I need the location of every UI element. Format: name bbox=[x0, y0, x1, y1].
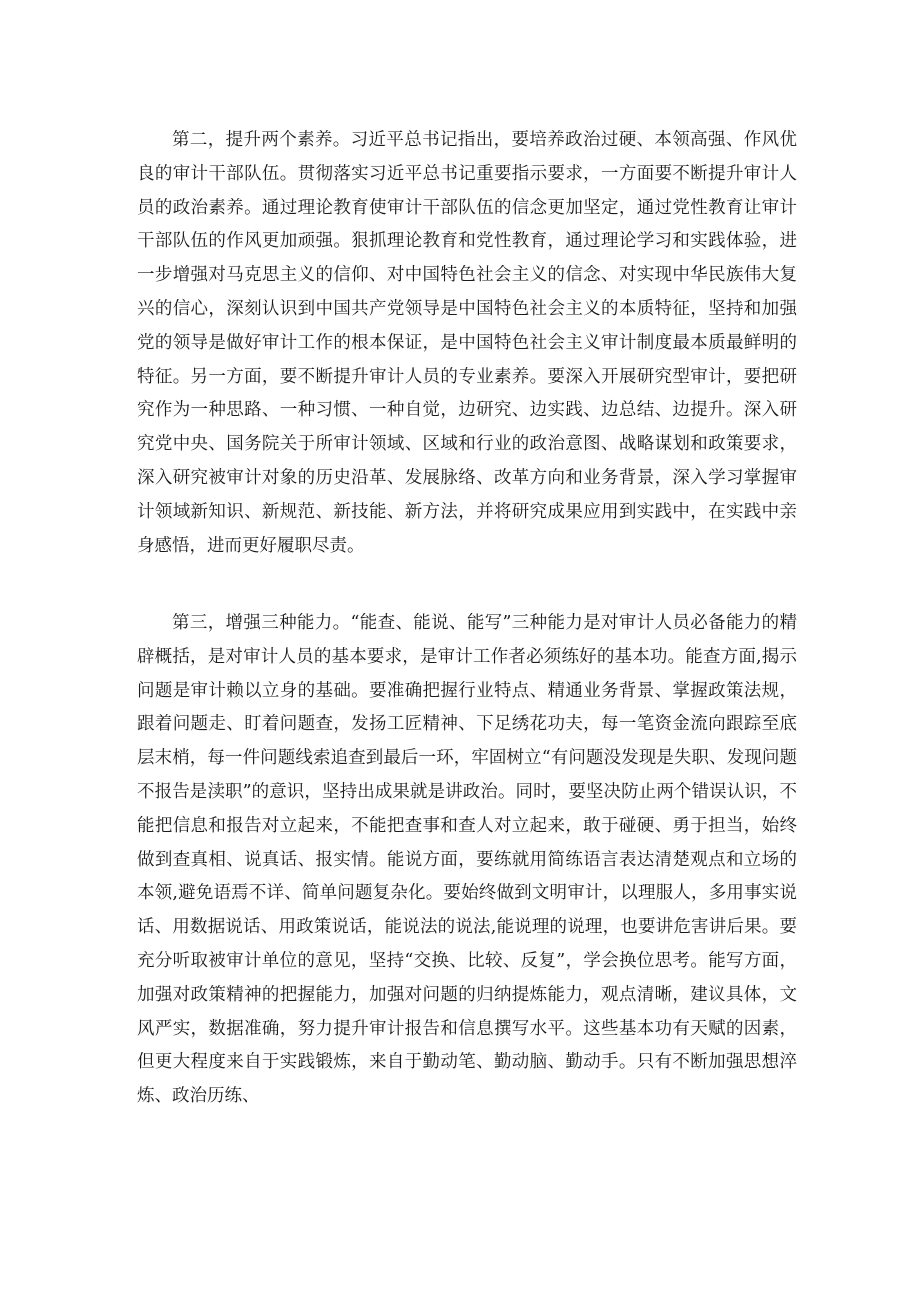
paragraph-two-qualities: 第二，提升两个素养。习近平总书记指出，要培养政治过硬、本领高强、作风优良的审计干部队伍。贯彻落实习近平总书记重要指示要求，一方面要不断提升审计人员的政治素养。通过理论教育使审计干部队伍的信念更加坚定，通过党性教育让审计干部队伍的作风更加顽强。狠抓理论教育和党性教育，通过理论学习和实践体验，进一步增强对马克思主义的信仰、对中国特色社会主义的信念、对实现中华民族伟大复兴的信心，深刻认识到中国共产党领导是中国特色社会主义的本质特征，坚持和加强党的领导是做好审计工作的根本保证，是中国特色社会主义审计制度最本质最鲜明的特征。另一方面，要不断提升审计人员的专业素养。要深入开展研究型审计，要把研究作为一种思路、一种习惯、一种自觉，边研究、边实践、边总结、边提升。深入研究党中央、国务院关于所审计领域、区域和行业的政治意图、战略谋划和政策要求，深入研究被审计对象的历史沿革、发展脉络、改革方向和业务背景，深入学习掌握审计领域新知识、新规范、新技能、新方法，并将研究成果应用到实践中，在实践中亲身感悟，进而更好履职尽责。 bbox=[137, 130, 797, 556]
paragraph-three-abilities: 第三，增强三种能力。“能查、能说、能写”三种能力是对审计人员必备能力的精辟概括，是对审计人员的基本要求，是审计工作者必须练好的基本功。能查方面,揭示问题是审计赖以立身的基础。要准确把握行业特点、精通业务背景、掌握政策法规，跟着问题走、盯着问题查，发扬工匠精神、下足绣花功夫，每一笔资金流向跟踪至底层末梢，每一件问题线索追查到最后一环，牢固树立“有问题没发现是失职、发现问题不报告是渎职”的意识，坚持出成果就是讲政治。同时，要坚决防止两个错误认识，不能把信息和报告对立起来，不能把查事和查人对立起来，敢于碰硬、勇于担当，始终做到查真相、说真话、报实情。能说方面，要练就用简练语言表达清楚观点和立场的本领,避免语焉不详、简单问题复杂化。要始终做到文明审计，以理服人，多用事实说话、用数据说话、用政策说话，能说法的说法,能说理的说理，也要讲危害讲后果。要充分听取被审计单位的意见，坚持“交换、比较、反复”，学会换位思考。能写方面，加强对政策精神的把握能力，加强对问题的归纳提炼能力，观点清晰，建议具体，文风严实，数据准确，努力提升审计报告和信息撰写水平。这些基本功有天赋的因素，但更大程度来自于实践锻炼，来自于勤动笔、勤动脑、勤动手。只有不断加强思想淬炼、政治历练、 bbox=[137, 613, 797, 1107]
